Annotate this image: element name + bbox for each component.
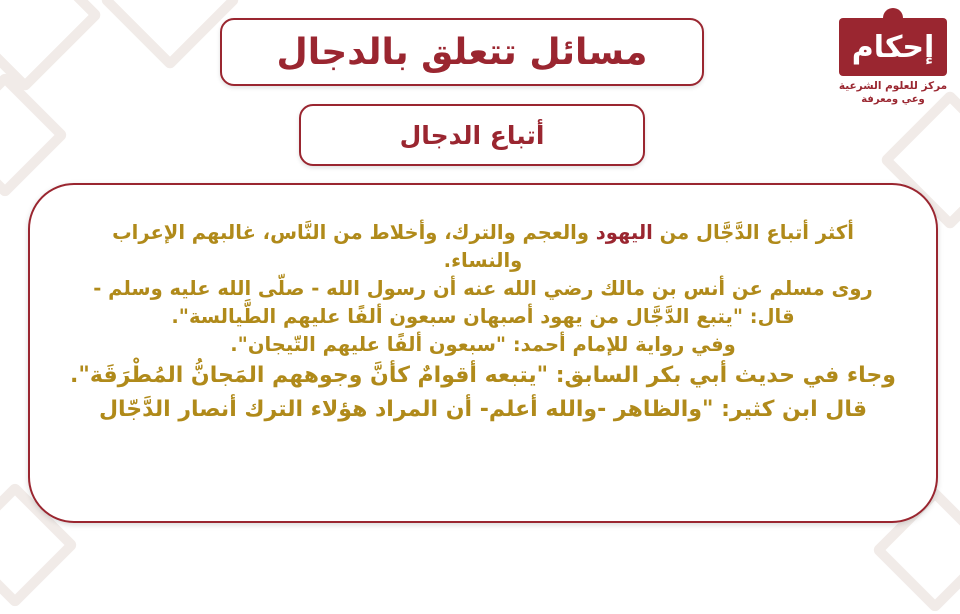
logo-tagline-1: مركز للعلوم الشرعية bbox=[838, 80, 948, 92]
logo-mark-text: إحكام bbox=[851, 29, 935, 65]
paragraph-followers-end: والعجم والترك، وأخلاط من النَّاس، غالبهم الإعراب والنساء. bbox=[112, 221, 596, 272]
slide-title: مسائل تتعلق بالدجال bbox=[276, 31, 648, 73]
logo-mark bbox=[839, 18, 947, 76]
paragraph-followers bbox=[70, 219, 896, 275]
background-pattern-left bbox=[0, 71, 69, 198]
highlight-jews: اليهود bbox=[595, 221, 653, 244]
slide-subtitle: أتباع الدجال bbox=[399, 120, 545, 150]
paragraph-followers-start: أكثر أتباع الدَّجَّال من bbox=[652, 221, 854, 244]
ihkam-logo bbox=[834, 8, 952, 108]
slide-subtitle-box bbox=[299, 104, 645, 166]
paragraph-ibn-kathir: قال ابن كثير: "والظاهر -والله أعلم- أن المراد هؤلاء الترك أنصار الدَّجّال bbox=[98, 397, 868, 422]
content-box bbox=[28, 183, 938, 523]
logo-tagline-2: وعي ومعرفة bbox=[861, 94, 925, 105]
paragraph-abu-bakr-hadith: وجاء في حديث أبي بكر السابق: "يتبعه أقوامٌ كأنَّ وجوههم المَجانُّ المُطْرَقَة". bbox=[70, 363, 896, 388]
background-pattern-top-left bbox=[0, 0, 103, 93]
slide-title-box bbox=[220, 18, 704, 86]
paragraph-ahmad-narration: وفي رواية للإمام أحمد: "سبعون ألفًا عليهم التّيجان". bbox=[230, 333, 736, 356]
paragraph-muslim-narration: روى مسلم عن أنس بن مالك رضي الله عنه أن رسول الله - صلّى الله عليه وسلم - قال: "يتبع الدَّجَّال من يهود أصبهان سبعون ألفًا عليهم الطَّيالسة". bbox=[93, 277, 873, 328]
